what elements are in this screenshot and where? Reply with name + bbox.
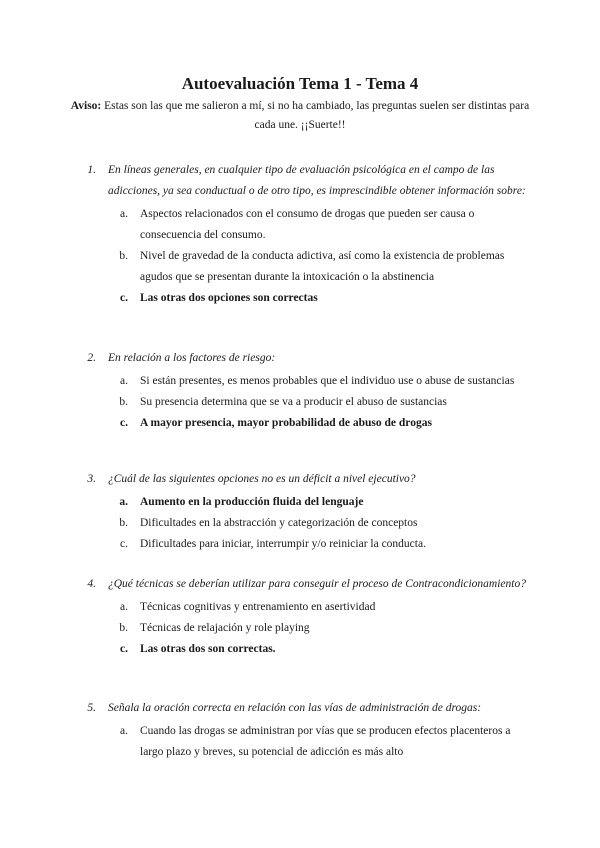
option-letter: c. — [120, 538, 128, 550]
option-list — [0, 204, 600, 309]
option-letter: c. — [120, 417, 128, 429]
question-number: 3. — [87, 473, 96, 485]
answer-option — [0, 618, 600, 639]
notice-text: Estas son las que me salieron a mí, si no ha cambiado, las preguntas suelen ser distintas para cada une. ¡¡Suerte!! — [104, 100, 530, 131]
option-text: A mayor presencia, mayor probabilidad de abuso de drogas — [140, 417, 432, 429]
option-letter: a. — [120, 375, 128, 387]
option-letter: c. — [120, 643, 128, 655]
option-list — [0, 721, 600, 763]
option-letter: a. — [120, 208, 128, 220]
notice-label: Aviso: — [70, 100, 102, 112]
question-line — [0, 698, 600, 719]
option-letter: a. — [120, 725, 128, 737]
correct-answer-option — [0, 413, 600, 434]
option-text: Dificultades para iniciar, interrumpir y/o reiniciar la conducta. — [140, 538, 426, 550]
answer-option — [0, 597, 600, 618]
option-text: Dificultades en la abstracción y categorización de conceptos — [140, 517, 418, 529]
question-5 — [0, 698, 600, 763]
question-number: 5. — [87, 702, 96, 714]
option-letter: b. — [119, 396, 128, 408]
question-2 — [0, 348, 600, 434]
question-4 — [0, 574, 600, 660]
answer-option — [0, 371, 600, 392]
correct-answer-option — [0, 288, 600, 309]
option-letter: a. — [119, 496, 128, 508]
question-number: 2. — [87, 352, 96, 364]
option-text: Nivel de gravedad de la conducta adictiva, así como la existencia de problemas agudos que se presentan durante la intoxicación o la abstinencia — [140, 250, 505, 283]
option-text: Aumento en la producción fluida del lenguaje — [140, 496, 364, 508]
answer-option — [0, 246, 600, 288]
question-number: 4. — [87, 578, 96, 590]
question-number: 1. — [87, 164, 96, 176]
document-title: Autoevaluación Tema 1 - Tema 4 — [181, 74, 419, 93]
option-text: Técnicas cognitivas y entrenamiento en asertividad — [140, 601, 376, 613]
option-letter: b. — [119, 622, 128, 634]
option-list — [0, 492, 600, 555]
correct-answer-option — [0, 639, 600, 660]
question-1 — [0, 160, 600, 309]
answer-option — [0, 721, 600, 763]
option-letter: b. — [119, 517, 128, 529]
answer-option — [0, 534, 600, 555]
option-text: Las otras dos opciones son correctas — [140, 292, 318, 304]
option-text: Las otras dos son correctas. — [140, 643, 276, 655]
correct-answer-option — [0, 492, 600, 513]
option-text: Si están presentes, es menos probables que el individuo use o abuse de sustancias — [140, 375, 515, 387]
question-text: En líneas generales, en cualquier tipo de evaluación psicológica en el campo de las adicciones, ya sea conductual o de otro tipo, es imprescindible obtener información sobre: — [108, 164, 526, 197]
answer-option — [0, 392, 600, 413]
option-text: Aspectos relacionados con el consumo de drogas que pueden ser causa o consecuencia del consumo. — [140, 208, 475, 241]
option-text: Su presencia determina que se va a producir el abuso de sustancias — [140, 396, 447, 408]
question-3 — [0, 469, 600, 555]
option-text: Técnicas de relajación y role playing — [140, 622, 310, 634]
option-text: Cuando las drogas se administran por vías que se producen efectos placenteros a largo plazo y breves, su potencial de adicción es más alto — [140, 725, 511, 758]
question-line — [0, 469, 600, 490]
option-list — [0, 597, 600, 660]
question-line — [0, 574, 600, 595]
question-text: Señala la oración correcta en relación con las vías de administración de drogas: — [108, 702, 482, 714]
answer-option — [0, 513, 600, 534]
option-list — [0, 371, 600, 434]
option-letter: a. — [120, 601, 128, 613]
notice — [70, 97, 530, 135]
answer-option — [0, 204, 600, 246]
question-line — [0, 348, 600, 369]
question-text: ¿Qué técnicas se deberían utilizar para conseguir el proceso de Contracondicionamiento? — [108, 578, 526, 590]
question-text: ¿Cuál de las siguientes opciones no es un déficit a nivel ejecutivo? — [108, 473, 416, 485]
option-letter: c. — [120, 292, 128, 304]
question-text: En relación a los factores de riesgo: — [108, 352, 276, 364]
question-line — [0, 160, 600, 202]
option-letter: b. — [119, 250, 128, 262]
